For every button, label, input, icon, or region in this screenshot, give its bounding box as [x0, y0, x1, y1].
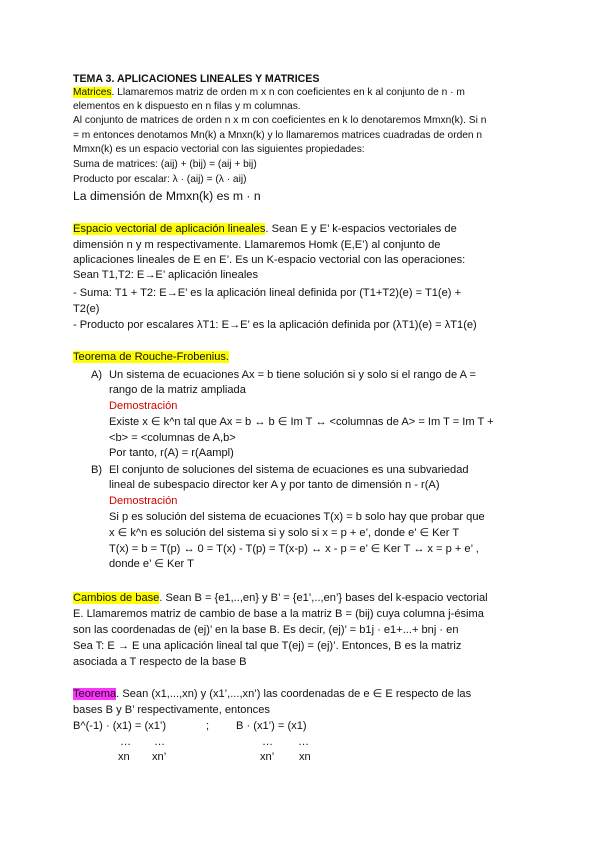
- item-a-marker: A): [91, 369, 103, 381]
- item-b-marker: B): [91, 464, 103, 476]
- teorema-semicolon: ;: [206, 720, 210, 732]
- matrices-line-5: Mmxn(k) es un espacio vectorial con las siguientes propiedades:: [73, 144, 365, 155]
- rouche-a-line-1: Un sistema de ecuaciones Ax = b tiene solución si y solo si el rango de A =: [109, 369, 476, 381]
- matrices-line-8: La dimensión de Mmxn(k) es m · n: [73, 189, 261, 203]
- matrices-line-4: = m entonces denotamos Mn(k) a Mnxn(k) y lo llamaremos matrices cuadradas de orden n: [73, 130, 483, 141]
- demostracion-label-b: Demostración: [109, 495, 178, 507]
- cambios-line-5: asociada a T respecto de la base B: [73, 656, 247, 668]
- espacio-line-5: - Suma: T1 + T2: E→E’ es la aplicación lineal definida por (T1+T2)(e) = T1(e) +: [73, 287, 462, 299]
- rouche-b-line-4: x ∈ k^n es solución del sistema si y solo si x = p + e’, donde e’ ∈ Ker T: [109, 527, 460, 539]
- page-title: TEMA 3. APLICACIONES LINEALES Y MATRICES: [73, 73, 320, 85]
- matrices-heading: Matrices: [73, 87, 112, 98]
- xn-1: xn: [118, 751, 130, 763]
- rouche-b-line-1: El conjunto de soluciones del sistema de ecuaciones es una subvariedad: [109, 464, 469, 476]
- teorema-heading: Teorema: [73, 688, 117, 700]
- rouche-a-line-5: Por tanto, r(A) = r(Aampl): [109, 447, 234, 459]
- teorema-eq-1: B^(-1) · (x1) = (x1’): [73, 720, 167, 732]
- matrices-line-2: elementos en k dispuesto en n filas y m columnas.: [73, 101, 301, 112]
- dots-4: …: [298, 736, 310, 748]
- teorema-eq-2: B · (x1’) = (x1): [236, 720, 307, 732]
- rouche-b-line-2: lineal de subespacio director ker A y por tanto de dimensión n - r(A): [109, 479, 440, 491]
- rouche-b-line-6: donde e’ ∈ Ker T: [109, 558, 194, 570]
- matrices-line-6: Suma de matrices: (aij) + (bij) = (aij + bij): [73, 159, 257, 170]
- cambios-line-3: son las coordenadas de (ej)’ en la base B. Es decir, (ej)’ = b1j · e1+...+ bnj · en: [73, 624, 459, 636]
- rouche-b-line-3: Si p es solución del sistema de ecuaciones T(x) = b solo hay que probar que: [109, 511, 485, 523]
- espacio-line-1: Espacio vectorial de aplicación lineales. Sean E y E’ k-espacios vectoriales de: [73, 223, 457, 235]
- xn-prime-1: xn’: [152, 751, 167, 763]
- cambios-line-2: E. Llamaremos matriz de cambio de base a la matriz B = (bij) cuya columna j-ésima: [73, 608, 484, 620]
- espacio-line-6: T2(e): [73, 303, 100, 315]
- rouche-a-line-4: <b> = <columnas de A,b>: [109, 432, 236, 444]
- matrices-line-7: Producto por escalar: λ · (aij) = (λ · aij): [73, 174, 247, 185]
- rouche-a-line-2: rango de la matriz ampliada: [109, 384, 246, 396]
- teorema-line-2: bases B y B’ respectivamente, entonces: [73, 704, 270, 716]
- dots-1: …: [120, 736, 132, 748]
- cambios-line-1: Cambios de base. Sean B = {e1,..,en} y B’ = {e1’,..,en’} bases del k-espacio vectorial: [73, 592, 488, 604]
- matrices-line-1: Matrices. Llamaremos matriz de orden m x n con coeficientes en k al conjunto de n · m: [73, 87, 465, 98]
- espacio-heading: Espacio vectorial de aplicación lineales: [73, 223, 266, 235]
- xn-prime-2: xn’: [260, 751, 275, 763]
- espacio-line-2: dimensión n y m respectivamente. Llamaremos Homk (E,E’) al conjunto de: [73, 239, 441, 251]
- matrices-line-3: Al conjunto de matrices de orden n x m con coeficientes en k lo denotaremos Mmxn(k). Si n: [73, 115, 487, 126]
- rouche-a-line-3: Existe x ∈ k^n tal que Ax = b ↔ b ∈ Im T ↔ <columnas de A> = Im T = Im T +: [109, 416, 494, 428]
- teorema-line-1: Teorema. Sean (x1,...,xn) y (x1’,...,xn’) las coordenadas de e ∈ E respecto de las: [73, 688, 472, 700]
- espacio-line-4: Sean T1,T2: E→E’ aplicación lineales: [73, 269, 258, 281]
- espacio-line-3: aplicaciones lineales de E en E’. Es un K-espacio vectorial con las operaciones:: [73, 254, 466, 266]
- espacio-line-7: - Producto por escalares λT1: E→E’ es la aplicación definida por (λT1)(e) = λT1(e): [73, 319, 477, 331]
- demostracion-label-a: Demostración: [109, 400, 178, 412]
- cambios-line-4: Sea T: E → E una aplicación lineal tal que T(ej) = (ej)’. Entonces, B es la matriz: [73, 640, 462, 652]
- dots-3: …: [262, 736, 274, 748]
- cambios-heading: Cambios de base: [73, 592, 160, 604]
- dots-2: …: [154, 736, 166, 748]
- rouche-line-heading: [73, 350, 229, 364]
- xn-2: xn: [299, 751, 311, 763]
- rouche-b-line-5: T(x) = b = T(p) ↔ 0 = T(x) - T(p) = T(x-p) ↔ x - p = e’ ∈ Ker T ↔ x = p + e’ ,: [109, 543, 479, 555]
- rouche-heading: Teorema de Rouche-Frobenius.: [73, 351, 230, 363]
